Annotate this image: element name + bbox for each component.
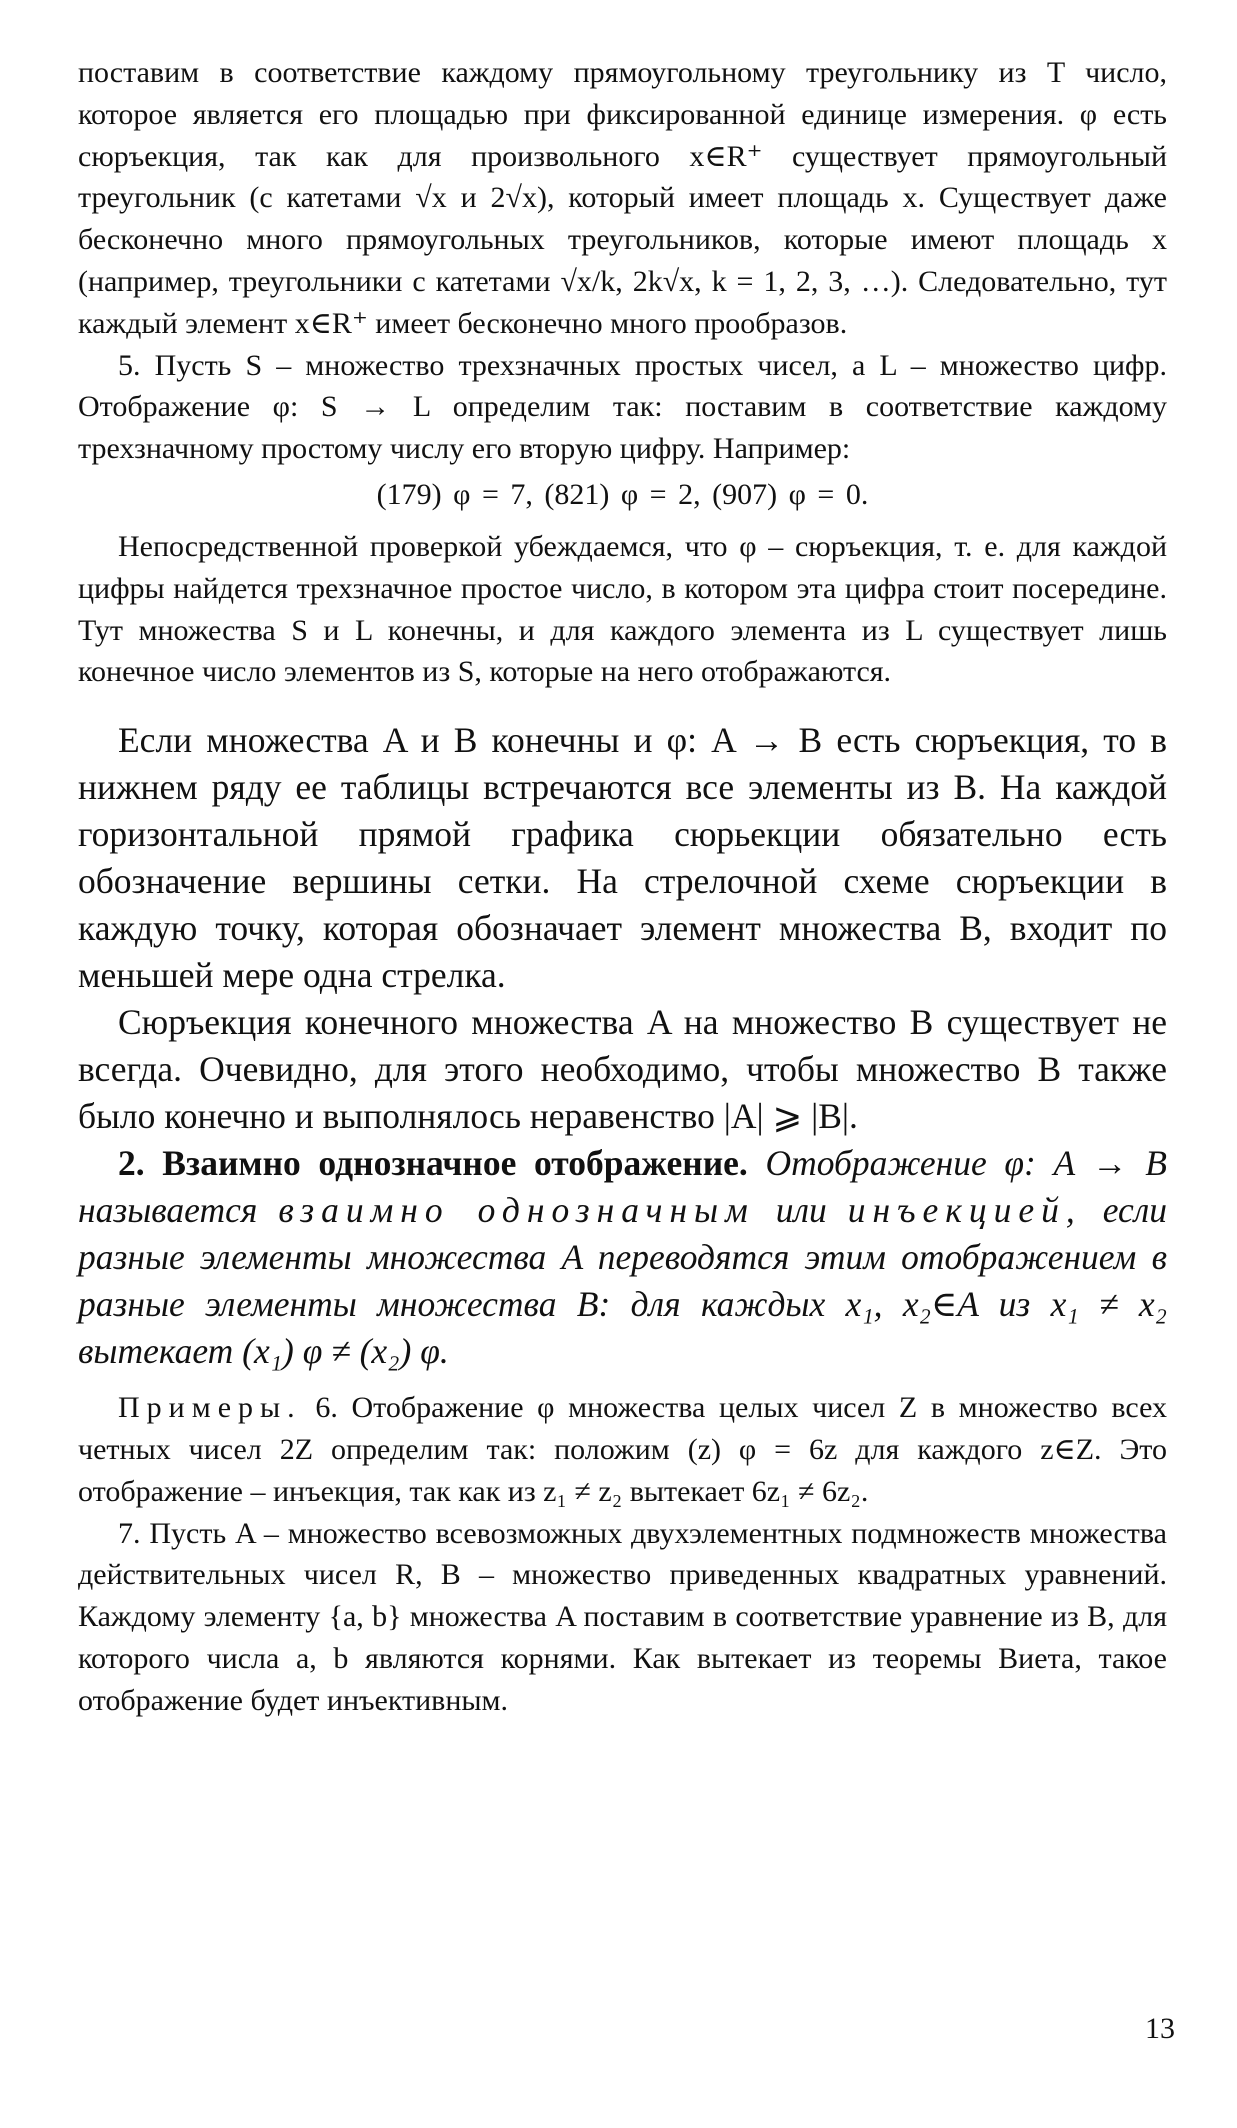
example-6-text: 6. Отображение φ множества целых чисел Z в множество всех четных чисел 2Z определим так: положим (z) φ = 6z для каждого z∈Z. Это отображение – инъекция, так как из z₁ ≠ z₂ вытекает 6z₁ ≠ 6z₂. bbox=[78, 1391, 1167, 1508]
examples-label: Примеры. bbox=[118, 1391, 302, 1425]
section-heading: 2. Взаимно однозначное отображение. bbox=[118, 1143, 748, 1184]
injection-definition bbox=[78, 1140, 1167, 1375]
example-6-paragraph bbox=[78, 1387, 1167, 1512]
example-5-conclusion: Непосредственной проверкой убеждаемся, что φ – сюръекция, т. е. для каждой цифры найдется трехзначное простое число, в котором эта цифра стоит посередине. Тут множества S и L конечны, и для каждого элемента из L существует лишь конечное число элементов из S, которые на него отображаются. bbox=[78, 529, 1167, 689]
intro-paragraph: поставим в соответствие каждому прямоугольному треугольнику из T число, которое является его площадью при фиксированной единице измерения. φ есть сюръекция, так как для произвольного x∈R⁺ существует прямоугольный треугольник (с катетами √x и 2√x), который имеет площадь x. Существует даже бесконечно много прямоугольных треугольников, которые имеют площадь x (например, треугольники с катетами √x/k, 2k√x, k = 1, 2, 3, …). Следовательно, тут каждый элемент x∈R⁺ имеет бесконечно много прообразов. bbox=[78, 56, 1167, 340]
surjection-existence-paragraph: Сюръекция конечного множества A на множество B существует не всегда. Очевидно, для этого необходимо, чтобы множество B также было конечно и выполнялось неравенство |A| ⩾ |B|. bbox=[78, 1002, 1167, 1137]
spacer bbox=[78, 693, 1167, 717]
spacer bbox=[78, 1375, 1167, 1387]
surjection-finite-paragraph: Если множества A и B конечны и φ: A → B есть сюръекция, то в нижнем ряду ее таблицы встречаются все элементы из B. На каждой горизонтальной прямой графика сюрьекции обязательно есть обозначение вершины сетки. На стрелочной схеме сюръекции в каждую точку, которая обозначает элемент множества B, входит по меньшей мере одна стрелка. bbox=[78, 720, 1167, 996]
example-5-formula: (179) φ = 7, (821) φ = 2, (907) φ = 0. bbox=[376, 477, 869, 511]
page-number: 13 bbox=[1145, 2012, 1175, 2045]
example-5-paragraph: 5. Пусть S – множество трехзначных простых чисел, а L – множество цифр. Отображение φ: S → L определим так: поставим в соответствие каждому трехзначному простому числу его вторую цифру. Например: bbox=[78, 348, 1167, 466]
definition-term-2: инъекцией, bbox=[847, 1190, 1082, 1231]
definition-term-1: взаимно однозначным bbox=[278, 1190, 755, 1231]
definition-text-2: или bbox=[775, 1190, 827, 1231]
definition-text-1: Отображение φ: A → B называется bbox=[78, 1143, 1167, 1231]
definition-text-3: если разные элементы множества A переводятся этим отображением в разные элементы множества B: для каждых x₁, x₂∈A из x₁ ≠ x₂ вытекает (x₁) φ ≠ (x₂) φ. bbox=[78, 1190, 1168, 1372]
example-7-paragraph: 7. Пусть A – множество всевозможных двухэлементных подмножеств множества действительных чисел R, B – множество приведенных квадратных уравнений. Каждому элементу {a, b} множества A поставим в соответствие уравнение из B, для которого числа a, b являются корнями. Как вытекает из теоремы Виета, такое отображение будет инъективным. bbox=[78, 1516, 1167, 1717]
